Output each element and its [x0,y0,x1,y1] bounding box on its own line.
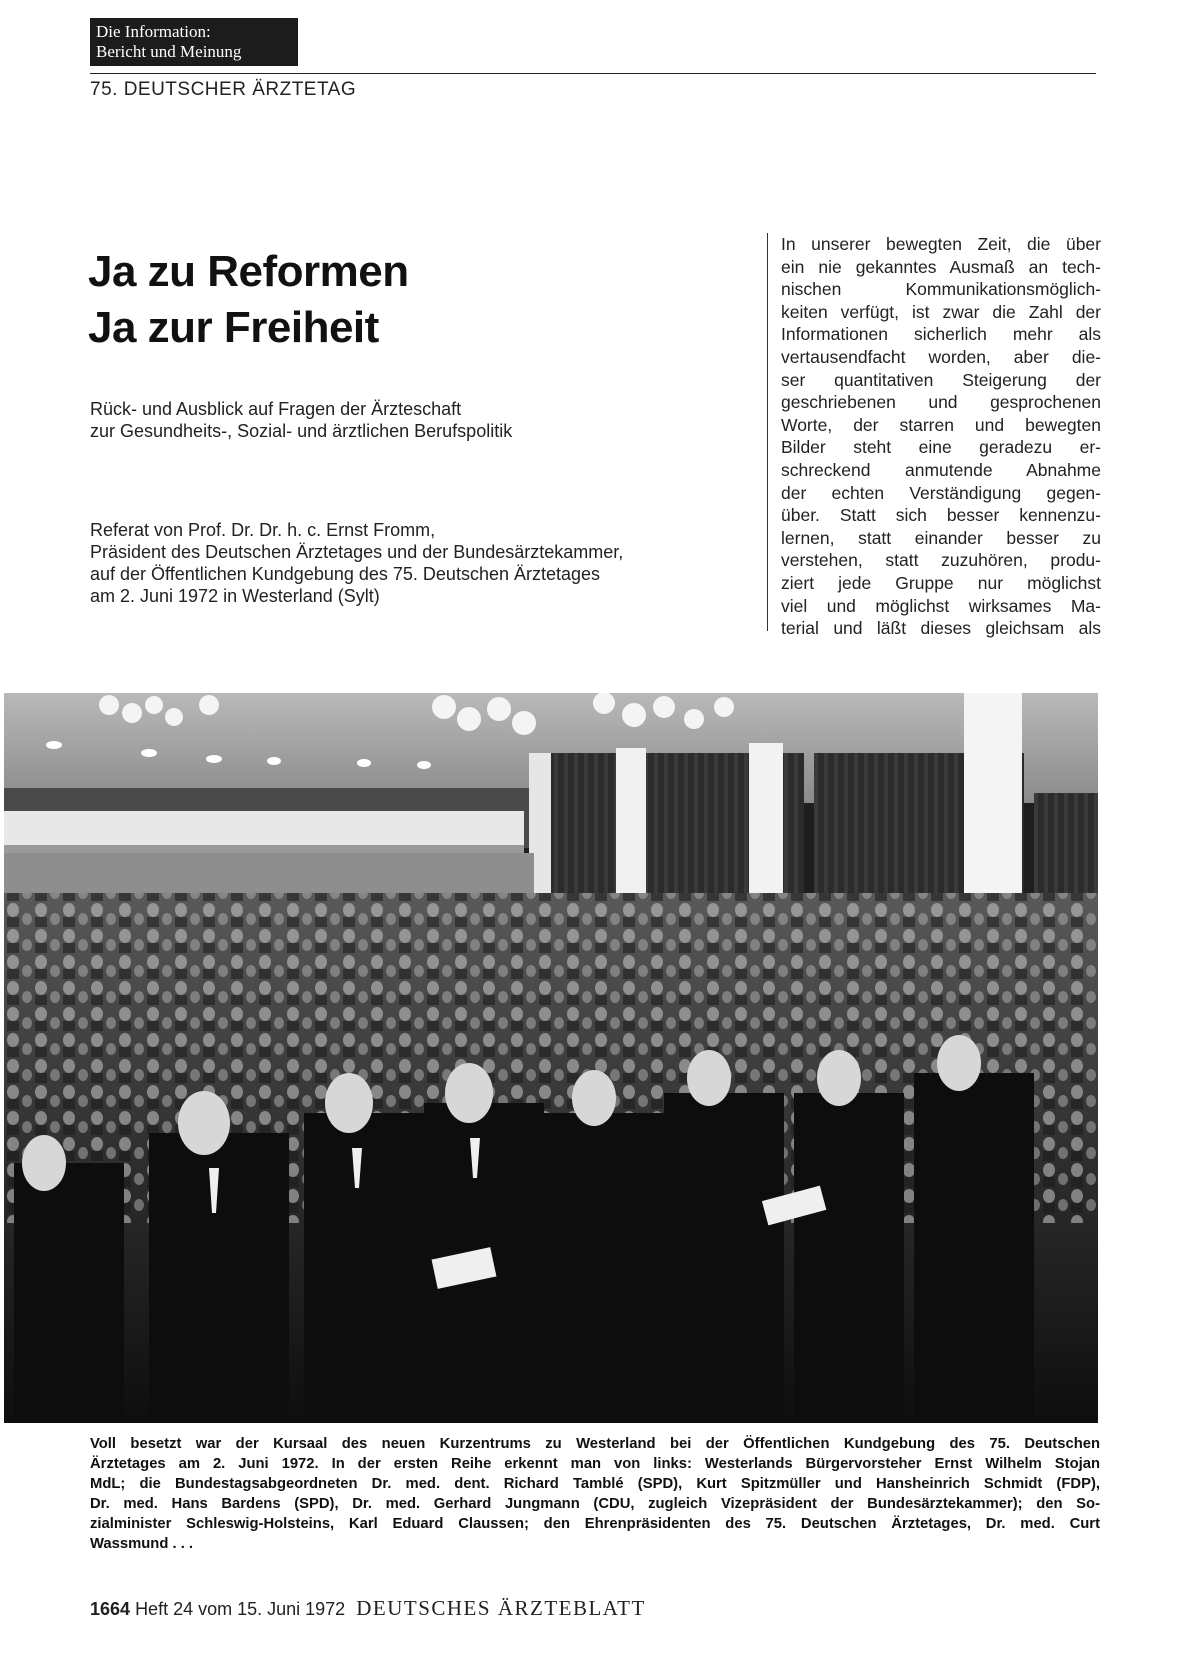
body-line: ser quantitativen Steigerung der [781,369,1101,390]
body-line: ein nie gekanntes Ausmaß an tech- [781,256,1101,277]
byline-line: Präsident des Deutschen Ärztetages und der Bundesärztekammer, [90,542,624,562]
page-number: 1664 [90,1599,131,1619]
byline [90,519,623,607]
page-footer [90,1596,646,1621]
body-line: schreckend anmutende Abnahme [781,459,1101,480]
body-line: terial und läßt dieses gleichsam als [781,618,1101,639]
body-line: geschriebenen und gesprochenen [781,392,1101,413]
body-line: Informationen sicherlich mehr als [781,324,1101,345]
body-line: Worte, der starren und bewegten [781,414,1101,435]
body-line: nischen Kommunikationsmöglich- [781,279,1101,300]
rubric-line-1: Die Information: [96,22,211,41]
caption-line: Voll besetzt war der Kursaal des neuen Kurzentrums zu Westerland bei der Öffentlichen Kundgebung des 75. Deutschen [90,1436,1100,1452]
caption-line: MdL; die Bundestagsabgeordneten Dr. med. dent. Richard Tamblé (SPD), Kurt Spitzmüller und Hansheinrich Schmidt (FDP), [90,1476,1100,1492]
auditorium-photo [4,693,1098,1423]
byline-line: Referat von Prof. Dr. Dr. h. c. Ernst Fromm, [90,520,436,540]
headline-line-2: Ja zur Freiheit [88,303,379,352]
body-line: vertausendfacht worden, aber die- [781,346,1101,367]
top-rule [90,73,1096,74]
article-body [781,233,1101,640]
photo-caption [90,1434,1100,1554]
masthead: DEUTSCHES ÄRZTEBLATT [356,1596,646,1620]
rubric-line-2: Bericht und Meinung [96,42,242,61]
body-line: verstehen, statt zuzuhören, produ- [781,550,1101,571]
body-line: lernen, statt einander besser zu [781,527,1101,548]
byline-line: auf der Öffentlichen Kundgebung des 75. Deutschen Ärztetages [90,564,601,584]
caption-line: zialminister Schleswig-Holsteins, Karl Eduard Claussen; den Ehrenpräsidenten des 75. Deutschen Ärztetages, Dr. med. Curt [90,1516,1100,1532]
subhead [90,398,512,442]
caption-line: Dr. med. Hans Bardens (SPD), Dr. med. Gerhard Jungmann (CDU, zugleich Vizepräsident der Bundesärztekammer); den So- [90,1496,1100,1512]
body-line: keiten verfügt, ist zwar die Zahl der [781,301,1101,322]
headline [88,244,409,356]
body-line: über. Statt sich besser kennenzu- [781,505,1101,526]
subhead-line: Rück- und Ausblick auf Fragen der Ärzteschaft [90,399,462,419]
caption-line: Wassmund . . . [90,1536,194,1552]
body-line: In unserer bewegten Zeit, die über [781,234,1101,254]
issue-info: Heft 24 vom 15. Juni 1972 [135,1599,346,1619]
byline-line: am 2. Juni 1972 in Westerland (Sylt) [90,586,380,606]
body-line: viel und möglichst wirksames Ma- [781,595,1101,616]
body-line: Bilder steht eine geradezu er- [781,437,1101,458]
headline-line-1: Ja zu Reformen [88,247,409,296]
caption-line: Ärztetages am 2. Juni 1972. In der ersten Reihe erkennt man von links: Westerlands Bürgervorsteher Ernst Wilhelm Stojan [90,1456,1100,1472]
section-label: 75. DEUTSCHER ÄRZTETAG [90,79,357,100]
subhead-line: zur Gesundheits-, Sozial- und ärztlichen Berufspolitik [90,421,513,441]
body-line: der echten Verständigung gegen- [781,482,1101,503]
column-rule [767,233,768,631]
section-rubric [90,18,298,66]
body-line: ziert jede Gruppe nur möglichst [781,572,1101,593]
